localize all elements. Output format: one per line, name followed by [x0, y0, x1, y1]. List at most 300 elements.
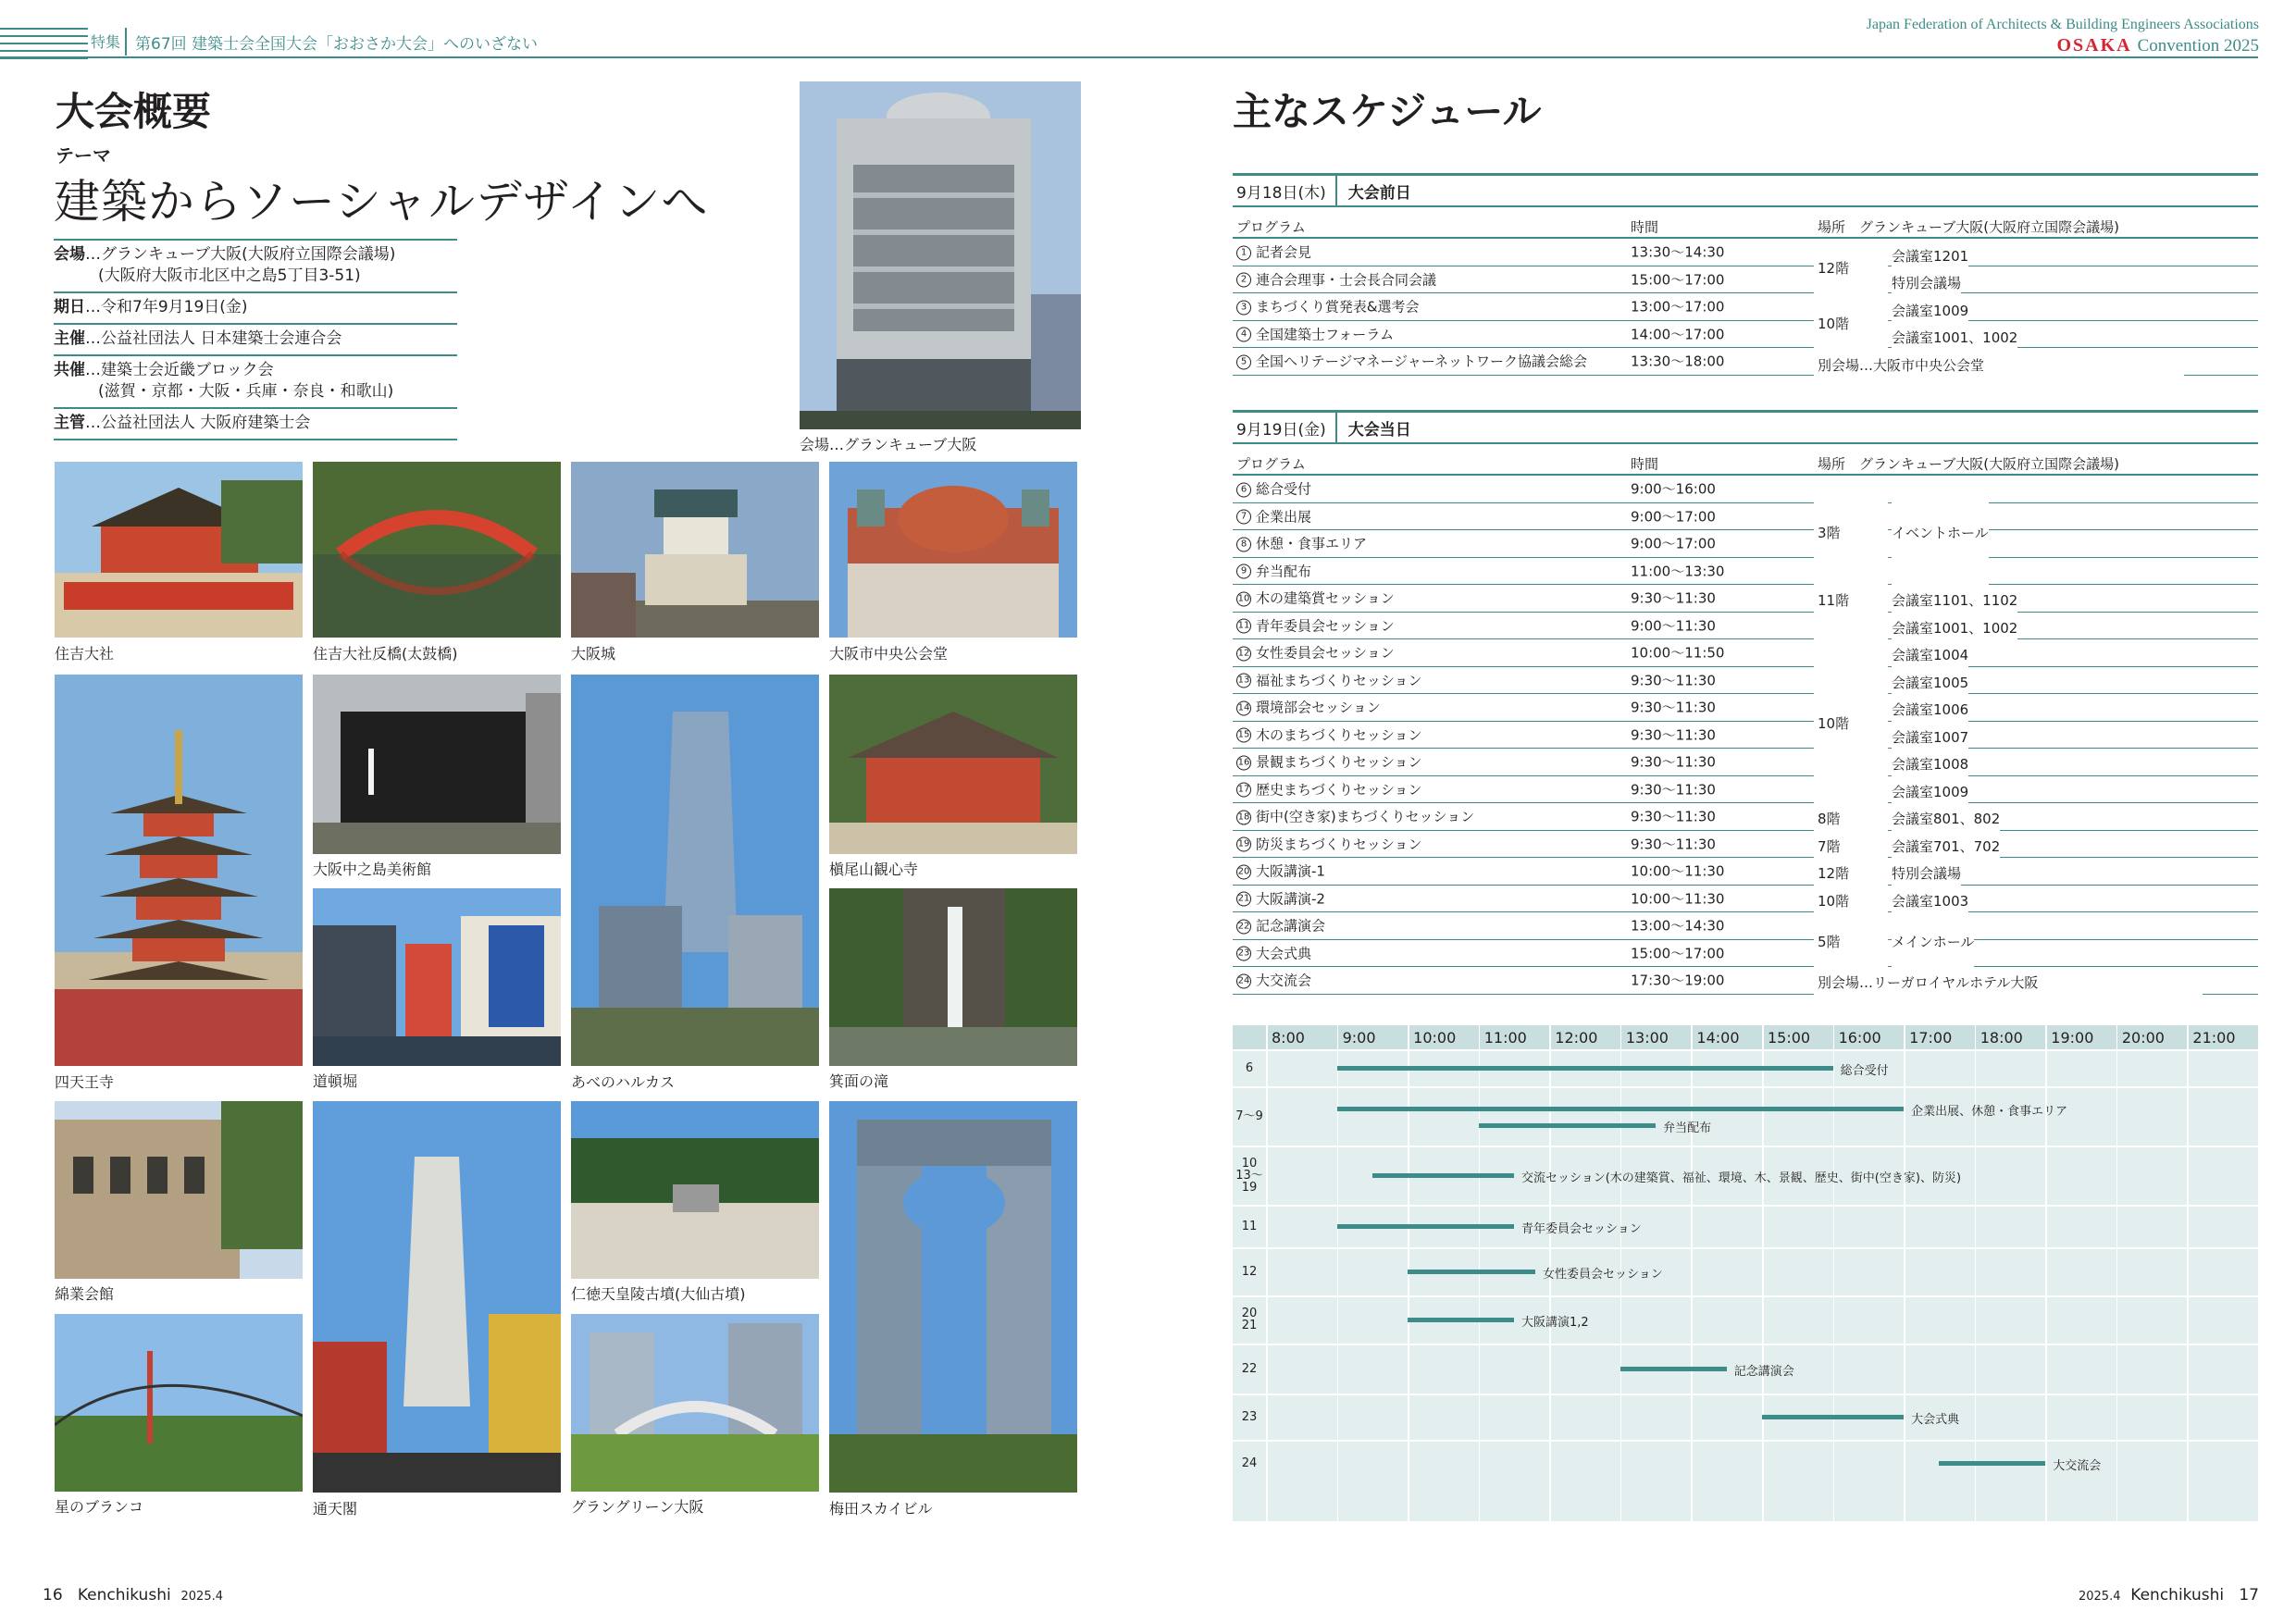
floor-cell: 11階 [1814, 588, 1888, 613]
sumiyoshi-image [55, 462, 303, 638]
day1-date: 9月18日(木) [1233, 176, 1337, 205]
program-time: 9:00〜17:00 [1631, 535, 1716, 552]
room-cell: 会議室1003 [1892, 888, 1968, 914]
convention-year: Convention 2025 [2137, 35, 2259, 56]
program-label: 休憩・食事エリア [1256, 535, 1368, 552]
osaka-logo: OSAKA [2056, 35, 2132, 56]
grid-hline [1233, 1146, 2258, 1147]
photo-shitennoji [55, 675, 303, 1096]
timeline-chart [1233, 1025, 2258, 1521]
program-number: 6 [1236, 482, 1251, 497]
room-cell: メインホール [1892, 915, 1974, 968]
table-row [1233, 476, 2258, 503]
program-name [1236, 534, 1367, 553]
photo-caption: 住吉大社反橋(太鼓橋) [313, 645, 458, 663]
row-label: 6 [1245, 1060, 1254, 1075]
photo-caption: 槇尾山観心寺 [829, 861, 919, 878]
program-label: 記者会見 [1256, 243, 1312, 261]
table-row [1233, 940, 2258, 968]
program-name [1236, 916, 1325, 935]
info-row-date [54, 293, 457, 325]
timeline-bar [1337, 1066, 1833, 1071]
program-number: 16 [1236, 755, 1251, 770]
timeline-bar [1408, 1270, 1535, 1274]
program-label: 全国建築士フォーラム [1256, 326, 1395, 343]
hour-tick-label: 13:00 [1625, 1029, 1669, 1047]
magazine-name: Kenchikushi [77, 1586, 171, 1604]
timeline-bar [1337, 1224, 1514, 1229]
room-cell: 会議室801、802 [1892, 806, 2000, 832]
program-time: 14:00〜17:00 [1631, 326, 1725, 343]
room-cell: イベントホール [1892, 478, 1989, 586]
mengyo-kaikan-image [55, 1101, 303, 1279]
room-cell: 特別会議場 [1892, 861, 1961, 886]
program-number: 23 [1236, 947, 1251, 961]
program-name [1236, 479, 1311, 499]
info-label: 会場 [54, 245, 85, 264]
program-time: 9:00〜11:30 [1631, 617, 1716, 635]
room-cell: 会議室1001、1002 [1892, 324, 2017, 350]
osaka-castle-image [571, 462, 819, 638]
program-label: 木のまちづくりセッション [1256, 726, 1422, 744]
timeline-bar-label: 交流セッション(木の建築賞、福祉、環境、木、景観、歴史、街中(空き家)、防災) [1521, 1171, 1962, 1185]
table-row [1233, 530, 2258, 558]
program-time: 13:30〜14:30 [1631, 243, 1725, 261]
program-name [1236, 588, 1395, 608]
program-number: 15 [1236, 728, 1251, 743]
photo-caption: 大阪城 [571, 645, 616, 663]
hour-tick-label: 15:00 [1768, 1029, 1811, 1047]
photo-caption: 星のブランコ [55, 1498, 144, 1516]
program-name [1236, 324, 1394, 343]
program-number: 24 [1236, 973, 1251, 988]
photo-umeda-sky [829, 1101, 1077, 1522]
table-row [1233, 585, 2258, 613]
daisen-kofun-image [571, 1101, 819, 1279]
timeline-bar-label: 大会式典 [1911, 1413, 1960, 1427]
row-label: 20 21 [1241, 1307, 1258, 1332]
program-number: 13 [1236, 674, 1251, 688]
issue: 2025.4 [2078, 1590, 2121, 1604]
hour-tick-label: 8:00 [1272, 1029, 1305, 1047]
program-label: 総合受付 [1256, 480, 1312, 498]
grand-green-image [571, 1314, 819, 1492]
program-time: 10:00〜11:30 [1631, 862, 1725, 880]
program-label: 歴史まちづくりセッション [1256, 781, 1422, 799]
header-association: Japan Federation of Architects & Building Engineers Associations [1866, 17, 2259, 32]
program-label: 青年委員会セッション [1256, 617, 1395, 635]
table-row [1233, 858, 2258, 886]
timeline-bar [1408, 1318, 1514, 1322]
hour-tick-label: 9:00 [1342, 1029, 1376, 1047]
program-name [1236, 807, 1474, 826]
timeline-bar-label: 大交流会 [2053, 1459, 2102, 1473]
table-row [1233, 694, 2258, 722]
program-time: 9:30〜11:30 [1631, 836, 1716, 853]
floor-cell: 12階 [1814, 861, 1888, 886]
program-number: 1 [1236, 245, 1251, 260]
program-time: 13:00〜14:30 [1631, 917, 1725, 935]
header-rule [0, 56, 2258, 58]
program-time: 9:30〜11:30 [1631, 589, 1716, 607]
issue: 2025.4 [180, 1590, 224, 1604]
photo-mengyo-kaikan [55, 1101, 303, 1308]
photo-caption: 仁徳天皇陵古墳(大仙古墳) [571, 1285, 746, 1303]
program-number: 12 [1236, 646, 1251, 661]
program-time: 9:00〜17:00 [1631, 508, 1716, 526]
program-number: 20 [1236, 864, 1251, 879]
program-time: 9:30〜11:30 [1631, 753, 1716, 771]
info-sub: (大阪府大阪市北区中之島5丁目3-51) [98, 266, 361, 285]
program-time: 10:00〜11:50 [1631, 644, 1725, 662]
photo-dotonbori [313, 888, 561, 1096]
program-label: 記念講演会 [1256, 917, 1326, 935]
grid-vline [2187, 1025, 2189, 1521]
program-label: 大会式典 [1256, 945, 1312, 962]
photo-kanshinji [829, 675, 1077, 884]
photo-caption: 会場…グランキューブ大阪 [800, 436, 977, 453]
program-name [1236, 242, 1311, 262]
sorihashi-image [313, 462, 561, 638]
floor-cell: 10階 [1814, 615, 1888, 832]
footer-left [43, 1586, 223, 1604]
timeline-header [1233, 1025, 2258, 1049]
program-label: 企業出展 [1256, 508, 1312, 526]
info-sub: (滋賀・京都・大阪・兵庫・奈良・和歌山) [98, 382, 394, 401]
photo-caption: 綿業会館 [55, 1285, 115, 1303]
hour-tick-label: 11:00 [1483, 1029, 1527, 1047]
grid-vline [1904, 1025, 1905, 1521]
table-row [1233, 776, 2258, 804]
timeline-bar-label: 企業出展、休憩・食事エリア [1911, 1105, 2068, 1120]
table-row [1233, 503, 2258, 531]
floor-cell: 10階 [1814, 296, 1888, 350]
col-program: プログラム [1236, 218, 1306, 236]
room-cell: 会議室1009 [1892, 297, 1968, 323]
magazine-name: Kenchikushi [2130, 1586, 2225, 1604]
row-label: 24 [1241, 1456, 1258, 1470]
program-number: 19 [1236, 837, 1251, 852]
venue-image [800, 81, 1081, 429]
row-label: 12 [1241, 1264, 1258, 1279]
photo-sumiyoshi [55, 462, 303, 669]
alt-venue: 別会場…リーガロイヤルホテル大阪 [1814, 970, 2203, 996]
col-place [1818, 217, 2119, 237]
grid-hline [1233, 1205, 2258, 1207]
info-value: …公益社団法人 大阪府建築士会 [85, 414, 311, 432]
program-name [1236, 888, 1325, 908]
floor-cell: 8階 [1814, 806, 1888, 832]
table-row [1233, 639, 2258, 667]
program-number: 8 [1236, 537, 1251, 551]
photo-caption: 通天閣 [313, 1500, 358, 1518]
table-row [1233, 293, 2258, 321]
program-number: 10 [1236, 591, 1251, 606]
grid-vline [1337, 1025, 1339, 1521]
hour-tick-label: 18:00 [1980, 1029, 2023, 1047]
program-label: 街中(空き家)まちづくりセッション [1256, 808, 1475, 825]
program-label: 木の建築賞セッション [1256, 589, 1395, 607]
grid-vline [2116, 1025, 2118, 1521]
program-name [1236, 506, 1311, 526]
hour-tick-label: 19:00 [2051, 1029, 2094, 1047]
info-value: …建築士会近畿ブロック会 [85, 361, 274, 379]
timeline-bar-label: 記念講演会 [1733, 1365, 1794, 1379]
program-time: 10:00〜11:30 [1631, 890, 1725, 908]
hour-tick-label: 12:00 [1555, 1029, 1598, 1047]
program-number: 3 [1236, 300, 1251, 315]
info-row-cosponsor [54, 356, 457, 409]
grid-vline [1266, 1025, 1268, 1521]
shitennoji-image [55, 675, 303, 1066]
program-time: 9:30〜11:30 [1631, 672, 1716, 689]
timeline-bar [1762, 1415, 1904, 1419]
program-number: 5 [1236, 354, 1251, 369]
photo-tsutenkaku [313, 1101, 561, 1522]
photo-caption: 四天王寺 [55, 1073, 115, 1091]
timeline-bar [1337, 1107, 1905, 1111]
program-name [1236, 352, 1587, 371]
program-label: 大交流会 [1256, 972, 1312, 989]
day2-date: 9月19日(金) [1233, 413, 1337, 442]
table-row [1233, 613, 2258, 640]
schedule-heading: 主なスケジュール [1233, 89, 1542, 134]
grid-hline [1233, 1344, 2258, 1345]
col-place [1818, 454, 2119, 474]
abeno-harukas-image [571, 675, 819, 1066]
grid-hline [1233, 1086, 2258, 1088]
room-cell: 会議室1004 [1892, 642, 1968, 668]
dotonbori-image [313, 888, 561, 1066]
row-label: 7〜9 [1235, 1109, 1263, 1123]
program-time: 9:30〜11:30 [1631, 699, 1716, 716]
table-header [1233, 453, 2258, 476]
photo-caption: 道頓堀 [313, 1072, 358, 1090]
program-name [1236, 861, 1325, 881]
photo-caption: 大阪市中央公会堂 [829, 645, 949, 663]
program-time: 11:00〜13:30 [1631, 563, 1725, 580]
timeline-bar-label: 総合受付 [1840, 1064, 1889, 1078]
header-convention [2056, 35, 2259, 56]
day1-table [1233, 217, 2258, 376]
room-cell: 会議室701、702 [1892, 834, 2000, 860]
program-name [1236, 779, 1422, 799]
grid-hline [1233, 1440, 2258, 1442]
info-label: 期日 [54, 298, 85, 316]
program-name [1236, 943, 1311, 962]
day2-table [1233, 453, 2258, 995]
grid-vline [1833, 1025, 1835, 1521]
program-number: 2 [1236, 273, 1251, 288]
timeline-bar [1372, 1173, 1514, 1178]
room-cell: 会議室1008 [1892, 751, 1968, 777]
photo-sorihashi [313, 462, 561, 669]
program-label: 女性委員会セッション [1256, 644, 1395, 662]
hour-tick-label: 14:00 [1696, 1029, 1740, 1047]
photo-osaka-castle [571, 462, 819, 669]
day2-title: 大会当日 [1347, 420, 1411, 440]
program-time: 9:00〜16:00 [1631, 480, 1716, 498]
hoshi-no-buranko-image [55, 1314, 303, 1492]
program-label: 連合会理事・士会長合同会議 [1256, 271, 1437, 289]
col-time: 時間 [1631, 455, 1659, 473]
program-name [1236, 971, 1311, 990]
photo-caption: あべのハルカス [571, 1073, 676, 1091]
floor-cell: 3階 [1814, 478, 1888, 586]
photo-nakanoshima-museum [313, 675, 561, 884]
grid-vline [1691, 1025, 1693, 1521]
day2-rows [1233, 476, 2258, 995]
photo-venue [800, 81, 1081, 463]
info-value: …グランキューブ大阪(大阪府立国際会議場) [85, 245, 396, 264]
hour-tick-label: 10:00 [1413, 1029, 1457, 1047]
program-number: 22 [1236, 919, 1251, 934]
timeline-bar-label: 青年委員会セッション [1521, 1222, 1642, 1236]
grid-hline [1233, 1394, 2258, 1395]
hour-tick-label: 17:00 [1909, 1029, 1953, 1047]
program-time: 15:00〜17:00 [1631, 271, 1725, 289]
table-row [1233, 886, 2258, 913]
photo-caption: 箕面の滝 [829, 1072, 889, 1090]
program-label: 全国ヘリテージマネージャーネットワーク協議会総会 [1256, 353, 1588, 370]
program-time: 9:30〜11:30 [1631, 781, 1716, 799]
program-time: 13:30〜18:00 [1631, 353, 1725, 370]
overview-info [54, 239, 457, 440]
table-row [1233, 912, 2258, 940]
info-label: 共催 [54, 361, 85, 379]
table-row [1233, 667, 2258, 695]
photo-grand-green [571, 1314, 819, 1521]
page-number: 16 [43, 1586, 63, 1604]
table-row [1233, 558, 2258, 586]
program-name [1236, 834, 1422, 853]
room-cell: 会議室1005 [1892, 670, 1968, 696]
info-value: …公益社団法人 日本建築士会連合会 [85, 329, 342, 348]
room-cell: 会議室1201 [1892, 242, 1968, 268]
photo-central-hall [829, 462, 1077, 669]
grid-vline [1975, 1025, 1977, 1521]
photo-hoshi-no-buranko [55, 1314, 303, 1521]
program-number: 7 [1236, 510, 1251, 525]
venue-name: グランキューブ大阪(大阪府立国際会議場) [1859, 455, 2119, 473]
program-name [1236, 297, 1420, 316]
program-name [1236, 752, 1422, 772]
tsutenkaku-image [313, 1101, 561, 1493]
room-cell: 会議室1001、1002 [1892, 615, 2017, 641]
program-number: 11 [1236, 619, 1251, 634]
header-title: 第67回 建築士会全国大会「おおさか大会」へのいざない [135, 35, 539, 54]
program-name [1236, 670, 1422, 689]
page-number: 17 [2239, 1586, 2259, 1604]
venue-name: グランキューブ大阪(大阪府立国際会議場) [1859, 218, 2119, 236]
overview-heading: 大会概要 [56, 89, 212, 134]
program-number: 18 [1236, 810, 1251, 824]
timeline-bar [1479, 1123, 1656, 1128]
photo-caption: 住吉大社 [55, 645, 115, 663]
grid-vline [2045, 1025, 2047, 1521]
photo-caption: 大阪中之島美術館 [313, 861, 432, 878]
program-label: 弁当配布 [1256, 563, 1312, 580]
floor-cell: 7階 [1814, 834, 1888, 860]
col-place-label: 場所 [1818, 455, 1846, 473]
program-name [1236, 269, 1436, 289]
photo-minoo-falls [829, 888, 1077, 1096]
umeda-sky-image [829, 1101, 1077, 1493]
minoo-falls-image [829, 888, 1077, 1066]
table-header [1233, 217, 2258, 239]
day2-heading [1233, 410, 2258, 444]
program-number: 9 [1236, 564, 1251, 579]
hour-tick-label: 20:00 [2121, 1029, 2165, 1047]
photo-daisen-kofun [571, 1101, 819, 1308]
program-name [1236, 561, 1311, 580]
table-row [1233, 239, 2258, 266]
table-row [1233, 722, 2258, 750]
program-label: 防災まちづくりセッション [1256, 836, 1422, 853]
program-label: まちづくり賞発表&選考会 [1256, 298, 1420, 316]
program-number: 17 [1236, 783, 1251, 798]
photo-abeno-harukas [571, 675, 819, 1096]
table-row [1233, 749, 2258, 776]
grid-hline [1233, 1049, 2258, 1051]
day1-title: 大会前日 [1347, 183, 1411, 203]
grid-hline [1233, 1295, 2258, 1297]
header-special-label: 特集 [91, 33, 121, 51]
hour-tick-label: 21:00 [2192, 1029, 2236, 1047]
room-cell: 会議室1009 [1892, 779, 1968, 805]
alt-venue: 別会場…大阪市中央公会堂 [1814, 352, 2184, 378]
row-label: 23 [1241, 1409, 1258, 1424]
program-name [1236, 725, 1422, 744]
footer-right [2079, 1586, 2259, 1604]
program-label: 環境部会セッション [1256, 699, 1381, 716]
floor-cell: 5階 [1814, 915, 1888, 968]
timeline-bar-label: 大阪講演1,2 [1521, 1316, 1589, 1330]
row-label: 22 [1241, 1361, 1258, 1376]
program-name [1236, 615, 1395, 635]
program-time: 9:30〜11:30 [1631, 808, 1716, 825]
info-label: 主管 [54, 414, 85, 432]
row-label: 10 13〜19 [1235, 1156, 1263, 1195]
central-hall-image [829, 462, 1077, 638]
kanshinji-image [829, 675, 1077, 854]
col-place-label: 場所 [1818, 218, 1846, 236]
timeline-bar-label: 弁当配布 [1663, 1121, 1712, 1135]
timeline-bar [1620, 1367, 1727, 1371]
program-name [1236, 698, 1381, 717]
info-label: 主催 [54, 329, 85, 348]
row-label: 11 [1241, 1219, 1258, 1233]
program-number: 14 [1236, 700, 1251, 715]
col-program: プログラム [1236, 455, 1306, 473]
program-label: 大阪講演-2 [1256, 890, 1325, 908]
table-row [1233, 803, 2258, 831]
room-cell: 会議室1006 [1892, 697, 1968, 723]
grid-vline [1762, 1025, 1764, 1521]
info-value: …令和7年9月19日(金) [85, 298, 248, 316]
program-time: 9:30〜11:30 [1631, 726, 1716, 744]
table-row [1233, 321, 2258, 349]
floor-cell: 12階 [1814, 241, 1888, 294]
nakanoshima-museum-image [313, 675, 561, 854]
hour-tick-label: 16:00 [1838, 1029, 1881, 1047]
info-row-host [54, 409, 457, 440]
timeline-bar [1939, 1461, 2045, 1466]
day1-heading [1233, 173, 2258, 207]
program-label: 大阪講演-1 [1256, 862, 1325, 880]
program-label: 景観まちづくりセッション [1256, 753, 1422, 771]
info-row-organizer [54, 325, 457, 356]
